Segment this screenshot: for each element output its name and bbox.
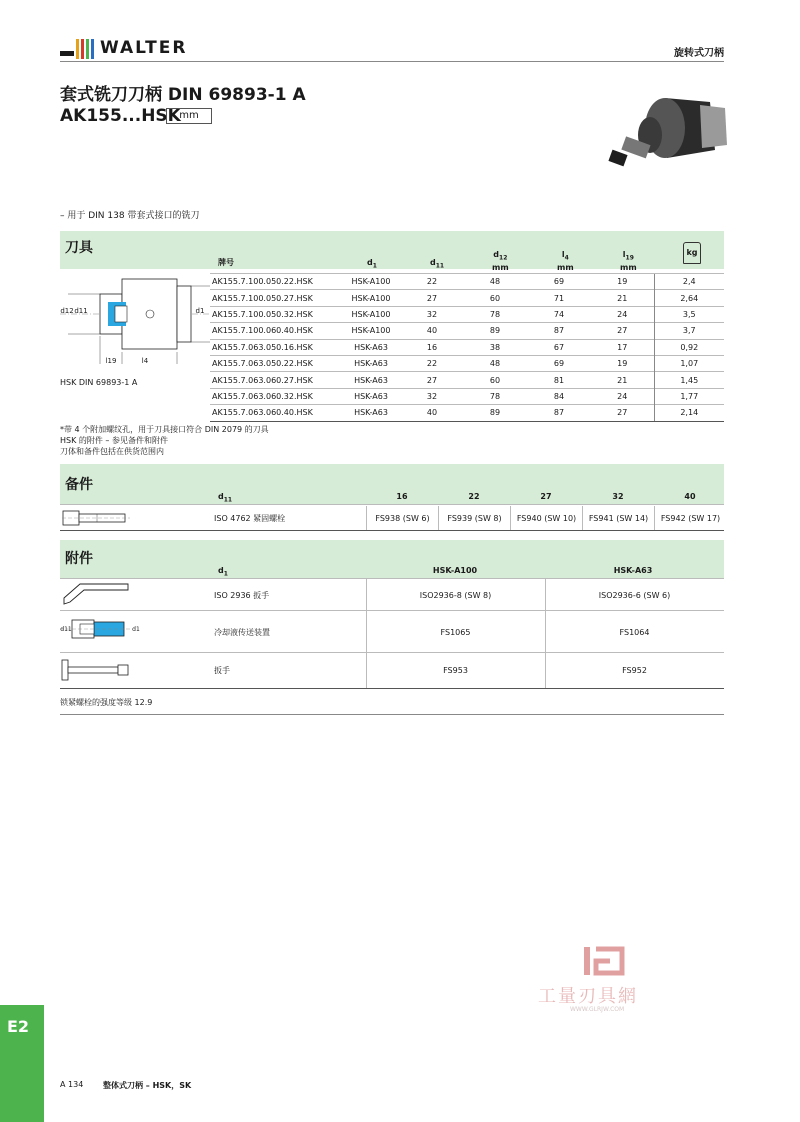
dim-d11-label: d11 [74, 307, 88, 315]
cell-d11: 22 [401, 274, 463, 290]
accessory-code-a100: FS953 [443, 665, 468, 675]
acc-group-a100: HSK-A100 [432, 566, 478, 575]
table-row [210, 339, 724, 355]
product-photo [605, 90, 730, 180]
accessory-code-a63: ISO2936-6 (SW 6) [598, 590, 671, 600]
unit-badge: mm [166, 108, 212, 124]
product-family: AK155...HSK [60, 106, 181, 126]
spare-size-header: 32 [612, 492, 624, 501]
table-row [210, 274, 724, 290]
cell-l4: 81 [527, 372, 591, 388]
acc-group-a63: HSK-A63 [613, 566, 653, 575]
spare-item-name: ISO 4762 紧固螺栓 [214, 513, 286, 523]
dim-d12-label: d12 [60, 307, 74, 315]
footer-rule [60, 714, 724, 715]
cell-code: AK155.7.063.060.40.HSK [210, 405, 341, 421]
cell-kg: 1,77 [654, 388, 724, 404]
intro-note: – 用于 DIN 138 带套式接口的铣刀 [60, 211, 200, 221]
col-l4: $l_4$ mm [557, 250, 574, 272]
accessory-code-a63: FS1064 [619, 627, 650, 637]
cell-l19: 27 [591, 405, 654, 421]
col-d11: $d_{11}$ [430, 258, 445, 270]
cell-d12: 60 [463, 290, 527, 306]
col-d12: $d_{12}$ mm [492, 250, 509, 272]
spare-parts-heading: 备件 [65, 477, 93, 493]
page-title: 套式铣刀刀柄 DIN 69893-1 A [60, 85, 306, 105]
cell-l19: 21 [591, 290, 654, 306]
cell-l4: 87 [527, 323, 591, 339]
page-number: A 134 [60, 1080, 84, 1089]
accessory-code-a100: ISO2936-8 (SW 8) [419, 590, 492, 600]
table-row [210, 388, 724, 404]
cell-l19: 24 [591, 388, 654, 404]
cell-d1: HSK-A63 [341, 355, 401, 371]
table-row [210, 323, 724, 339]
cell-d12: 89 [463, 405, 527, 421]
watermark-url: WWW.GLRJW.COM [570, 1006, 625, 1013]
cell-d11: 40 [401, 405, 463, 421]
side-tab [0, 1005, 44, 1122]
divider [60, 688, 724, 689]
footer-note: 锁紧螺栓的强度等级 12.9 [60, 698, 153, 707]
cell-d12: 48 [463, 355, 527, 371]
table-row [210, 355, 724, 371]
cell-code: AK155.7.063.050.22.HSK [210, 355, 341, 371]
spare-size-header: 16 [396, 492, 408, 501]
logo-stripes-icon [60, 37, 94, 59]
dim-l4-label: l4 [141, 357, 149, 365]
cell-l19: 19 [591, 274, 654, 290]
weight-icon: kg [683, 242, 701, 264]
spare-col-label: $d_{11}$ [218, 492, 233, 504]
cell-d12: 48 [463, 274, 527, 290]
cell-d11: 16 [401, 339, 463, 355]
cell-d12: 78 [463, 306, 527, 322]
hex-key-icon [60, 580, 132, 608]
watermark-logo-icon [582, 945, 627, 977]
cell-d11: 32 [401, 306, 463, 322]
cell-l4: 67 [527, 339, 591, 355]
accessory-code-a63: FS952 [622, 665, 647, 675]
divider [60, 530, 724, 531]
col-l19: $l_{19}$ mm [620, 250, 637, 272]
tools-heading: 刀具 [65, 240, 93, 256]
cell-d1: HSK-A100 [341, 323, 401, 339]
cell-kg: 1,45 [654, 372, 724, 388]
cell-l19: 17 [591, 339, 654, 355]
cell-d1: HSK-A100 [341, 306, 401, 322]
drawing-caption: HSK DIN 69893-1 A [60, 378, 138, 387]
cell-l19: 21 [591, 372, 654, 388]
cell-l4: 87 [527, 405, 591, 421]
table-row [210, 306, 724, 322]
cell-d12: 60 [463, 372, 527, 388]
cell-d12: 78 [463, 388, 527, 404]
tool-drawing [60, 274, 210, 366]
cell-d11: 40 [401, 323, 463, 339]
spare-part-code: FS942 (SW 17) [654, 506, 726, 530]
divider [60, 578, 724, 579]
section-name: 旋转式刀柄 [674, 48, 724, 59]
acc-dim-d1-label: d1 [132, 625, 140, 633]
divider [545, 578, 546, 688]
cell-l4: 69 [527, 355, 591, 371]
cell-d11: 32 [401, 388, 463, 404]
cell-code: AK155.7.100.050.27.HSK [210, 290, 341, 306]
divider [60, 504, 724, 505]
cell-d1: HSK-A63 [341, 372, 401, 388]
cell-d1: HSK-A63 [341, 405, 401, 421]
accessory-name: ISO 2936 扳手 [214, 590, 270, 600]
cell-kg: 1,07 [654, 355, 724, 371]
spare-part-code: FS939 (SW 8) [438, 506, 510, 530]
cell-code: AK155.7.100.060.40.HSK [210, 323, 341, 339]
col-d1: $d_1$ [367, 258, 377, 270]
cell-d1: HSK-A63 [341, 339, 401, 355]
header-rule [60, 61, 724, 62]
t-wrench-icon [60, 656, 132, 684]
table-row [210, 372, 724, 388]
col-code: 牌号 [218, 258, 234, 267]
acc-col-label: $d_1$ [218, 566, 228, 578]
divider [60, 610, 724, 611]
cell-kg: 3,5 [654, 306, 724, 322]
cell-l19: 19 [591, 355, 654, 371]
cell-l4: 69 [527, 274, 591, 290]
cell-d11: 22 [401, 355, 463, 371]
brand-name: WALTER [100, 38, 188, 58]
accessory-code-a100: FS1065 [440, 627, 471, 637]
spare-part-code: FS941 (SW 14) [582, 506, 654, 530]
note-line: 刀体和备件包括在供货范围内 [60, 447, 164, 456]
cell-d1: HSK-A63 [341, 388, 401, 404]
note-line: HSK 的附件 – 参见备件和附件 [60, 436, 168, 445]
cell-d1: HSK-A100 [341, 274, 401, 290]
spare-part-code: FS940 (SW 10) [510, 506, 582, 530]
tools-notes [60, 424, 269, 457]
accessory-name: 扳手 [214, 665, 230, 675]
cell-code: AK155.7.063.060.32.HSK [210, 388, 341, 404]
cell-code: AK155.7.100.050.22.HSK [210, 274, 341, 290]
note-line: *带 4 个附加螺纹孔，用于刀具接口符合 DIN 2079 的刀具 [60, 425, 269, 434]
cell-l4: 74 [527, 306, 591, 322]
bolt-icon [62, 508, 130, 528]
cell-kg: 3,7 [654, 323, 724, 339]
cell-code: AK155.7.100.050.32.HSK [210, 306, 341, 322]
cell-d11: 27 [401, 372, 463, 388]
spare-size-header: 27 [540, 492, 552, 501]
spare-size-header: 40 [684, 492, 696, 501]
watermark-text: 工量刃具網 [538, 986, 638, 1007]
divider [366, 578, 367, 688]
cell-d11: 27 [401, 290, 463, 306]
tools-table [210, 273, 724, 422]
cell-l19: 24 [591, 306, 654, 322]
cell-l4: 84 [527, 388, 591, 404]
cell-l4: 71 [527, 290, 591, 306]
dim-d1-label: d1 [195, 307, 205, 315]
cell-d12: 89 [463, 323, 527, 339]
cell-code: AK155.7.063.060.27.HSK [210, 372, 341, 388]
cell-l19: 27 [591, 323, 654, 339]
table-row [210, 290, 724, 306]
accessory-name: 冷却液传送装置 [214, 627, 270, 637]
cell-d1: HSK-A100 [341, 290, 401, 306]
cell-kg: 2,4 [654, 274, 724, 290]
cell-kg: 2,14 [654, 405, 724, 421]
acc-dim-d11-label: d11 [60, 625, 72, 633]
spare-part-code: FS938 (SW 6) [366, 506, 438, 530]
cell-code: AK155.7.063.050.16.HSK [210, 339, 341, 355]
accessories-heading: 附件 [65, 551, 93, 567]
walter-logo [60, 36, 187, 60]
cell-kg: 2,64 [654, 290, 724, 306]
cell-kg: 0,92 [654, 339, 724, 355]
dim-l19-label: l19 [105, 357, 117, 365]
table-row [210, 405, 724, 421]
cell-d12: 38 [463, 339, 527, 355]
footer-title: 整体式刀柄 – HSK，SK [103, 1081, 192, 1090]
spare-size-header: 22 [468, 492, 480, 501]
side-tab-label: E2 [7, 1017, 30, 1036]
